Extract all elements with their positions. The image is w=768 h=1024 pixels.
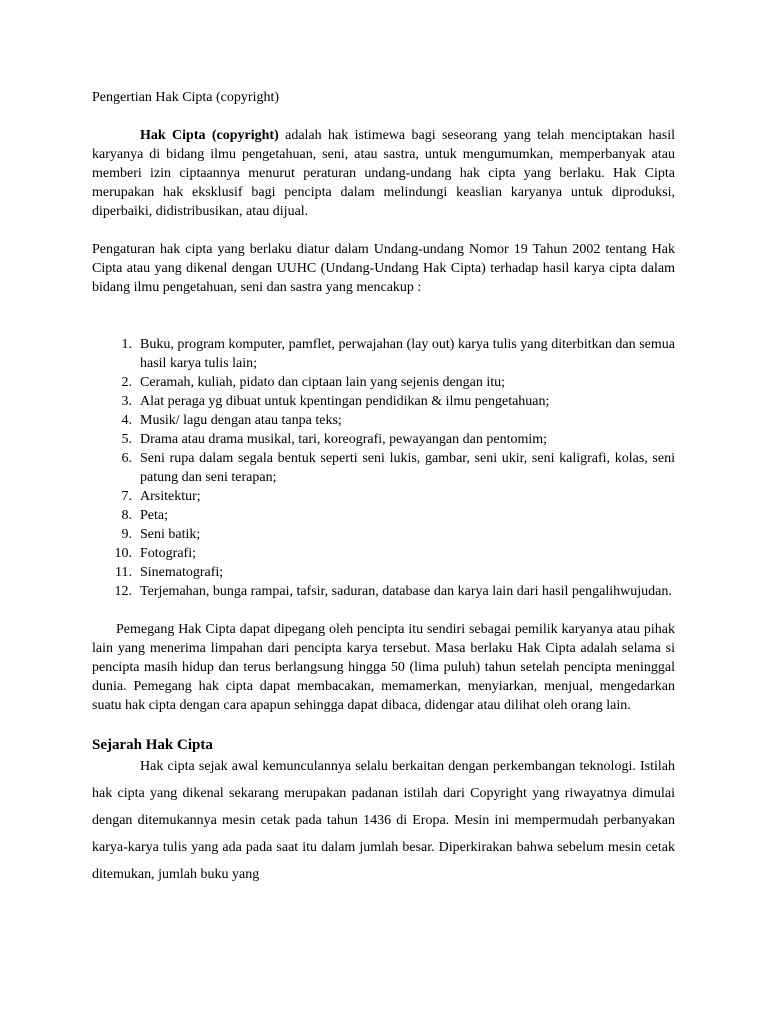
list-text: Seni rupa dalam segala bentuk seperti seni lukis, gambar, seni ukir, seni kaligrafi, kolas, seni patung dan seni terapan;: [140, 451, 675, 485]
list-text: Peta;: [140, 508, 168, 523]
list-number: 2.: [121, 375, 132, 390]
list-item: [92, 563, 675, 582]
list-number: 5.: [121, 432, 132, 447]
list-item: [92, 506, 675, 525]
list-item: [92, 582, 675, 601]
list-number: 6.: [121, 451, 132, 466]
list-text: Drama atau drama musikal, tari, koreografi, pewayangan dan pentomim;: [140, 432, 548, 447]
list-item: [92, 411, 675, 430]
list-text: Buku, program komputer, pamflet, perwajahan (lay out) karya tulis yang diterbitkan dan semua hasil karya tulis lain;: [140, 337, 675, 371]
list-number: 12.: [114, 584, 132, 599]
list-number: 1.: [121, 337, 132, 352]
list-text: Arsitektur;: [140, 489, 201, 504]
list-text: Sinematografi;: [140, 565, 224, 580]
list-item: [92, 335, 675, 373]
list-item: [92, 525, 675, 544]
list-text: Fotografi;: [140, 546, 196, 561]
section-heading: Sejarah Hak Cipta: [92, 737, 213, 753]
list-number: 11.: [115, 565, 132, 580]
intro-term: Hak Cipta (copyright): [140, 128, 279, 143]
list-item: [92, 449, 675, 487]
list-item: [92, 487, 675, 506]
list-item: [92, 430, 675, 449]
list-number: 9.: [121, 527, 132, 542]
list-text: Musik/ lagu dengan atau tanpa teks;: [140, 413, 342, 428]
intro-text: adalah hak istimewa bagi seseorang yang telah menciptakan hasil karyanya di bidang ilmu pengetahuan, seni, atau sastra, untuk mengumumkan, memperbanyak atau memberi izin ciptaannya menurut peraturan undang-undang hak cipta yang berlaku. Hak Cipta merupakan hak eksklusif bagi pencipta dalam melindungi keaslian karyanya untuk diproduksi, diperbaiki, didistribusikan, atau dijual.: [92, 128, 676, 219]
holder-paragraph: Pemegang Hak Cipta dapat dipegang oleh pencipta itu sendiri sebagai pemilik karyanya atau pihak lain yang menerima limpahan dari pencipta karya tersebut. Masa berlaku Hak Cipta adalah selama si pencipta masih hidup dan terus berlangsung hingga 50 (lima puluh) tahun setelah pencipta meninggal dunia. Pemegang hak cipta dapat membacakan, memamerkan, menyiarkan, menjual, mengedarkan suatu hak cipta dengan cara apapun sehingga dapat dibaca, didengar atau dilihat oleh orang lain.: [92, 622, 675, 713]
list-item: [92, 392, 675, 411]
list-text: Ceramah, kuliah, pidato dan ciptaan lain yang sejenis dengan itu;: [140, 375, 506, 390]
list-number: 8.: [121, 508, 132, 523]
regulation-paragraph: Pengaturan hak cipta yang berlaku diatur dalam Undang-undang Nomor 19 Tahun 2002 tentang Hak Cipta atau yang dikenal dengan UUHC (Undang-Undang Hak Cipta) terhadap hasil karya cipta dalam bidang ilmu pengetahuan, seni dan sastra yang mencakup :: [92, 242, 675, 295]
history-paragraph: Hak cipta sejak awal kemunculannya selalu berkaitan dengan perkembangan teknologi. Istilah hak cipta yang dikenal sekarang merupakan padanan istilah dari Copyright yang riwayatnya dimulai dengan ditemukannya mesin cetak pada tahun 1436 di Eropa. Mesin ini mempermudah perbanyakan karya-karya tulis yang ada pada saat itu dalam jumlah besar. Diperkirakan bahwa sebelum mesin cetak ditemukan, jumlah buku yang: [92, 759, 675, 882]
list-number: 7.: [121, 489, 132, 504]
intro-paragraph: [92, 126, 675, 221]
list-number: 3.: [121, 394, 132, 409]
document-body: [92, 88, 675, 888]
list-item: [92, 544, 675, 563]
list-text: Seni batik;: [140, 527, 201, 542]
list-text: Terjemahan, bunga rampai, tafsir, saduran, database dan karya lain dari hasil pengalihwujudan.: [140, 584, 672, 599]
works-list: [92, 335, 675, 601]
page-title: Pengertian Hak Cipta (copyright): [92, 90, 280, 105]
list-text: Alat peraga yg dibuat untuk kpentingan pendidikan & ilmu pengetahuan;: [140, 394, 550, 409]
list-number: 4.: [121, 413, 132, 428]
list-item: [92, 373, 675, 392]
list-number: 10.: [114, 546, 132, 561]
